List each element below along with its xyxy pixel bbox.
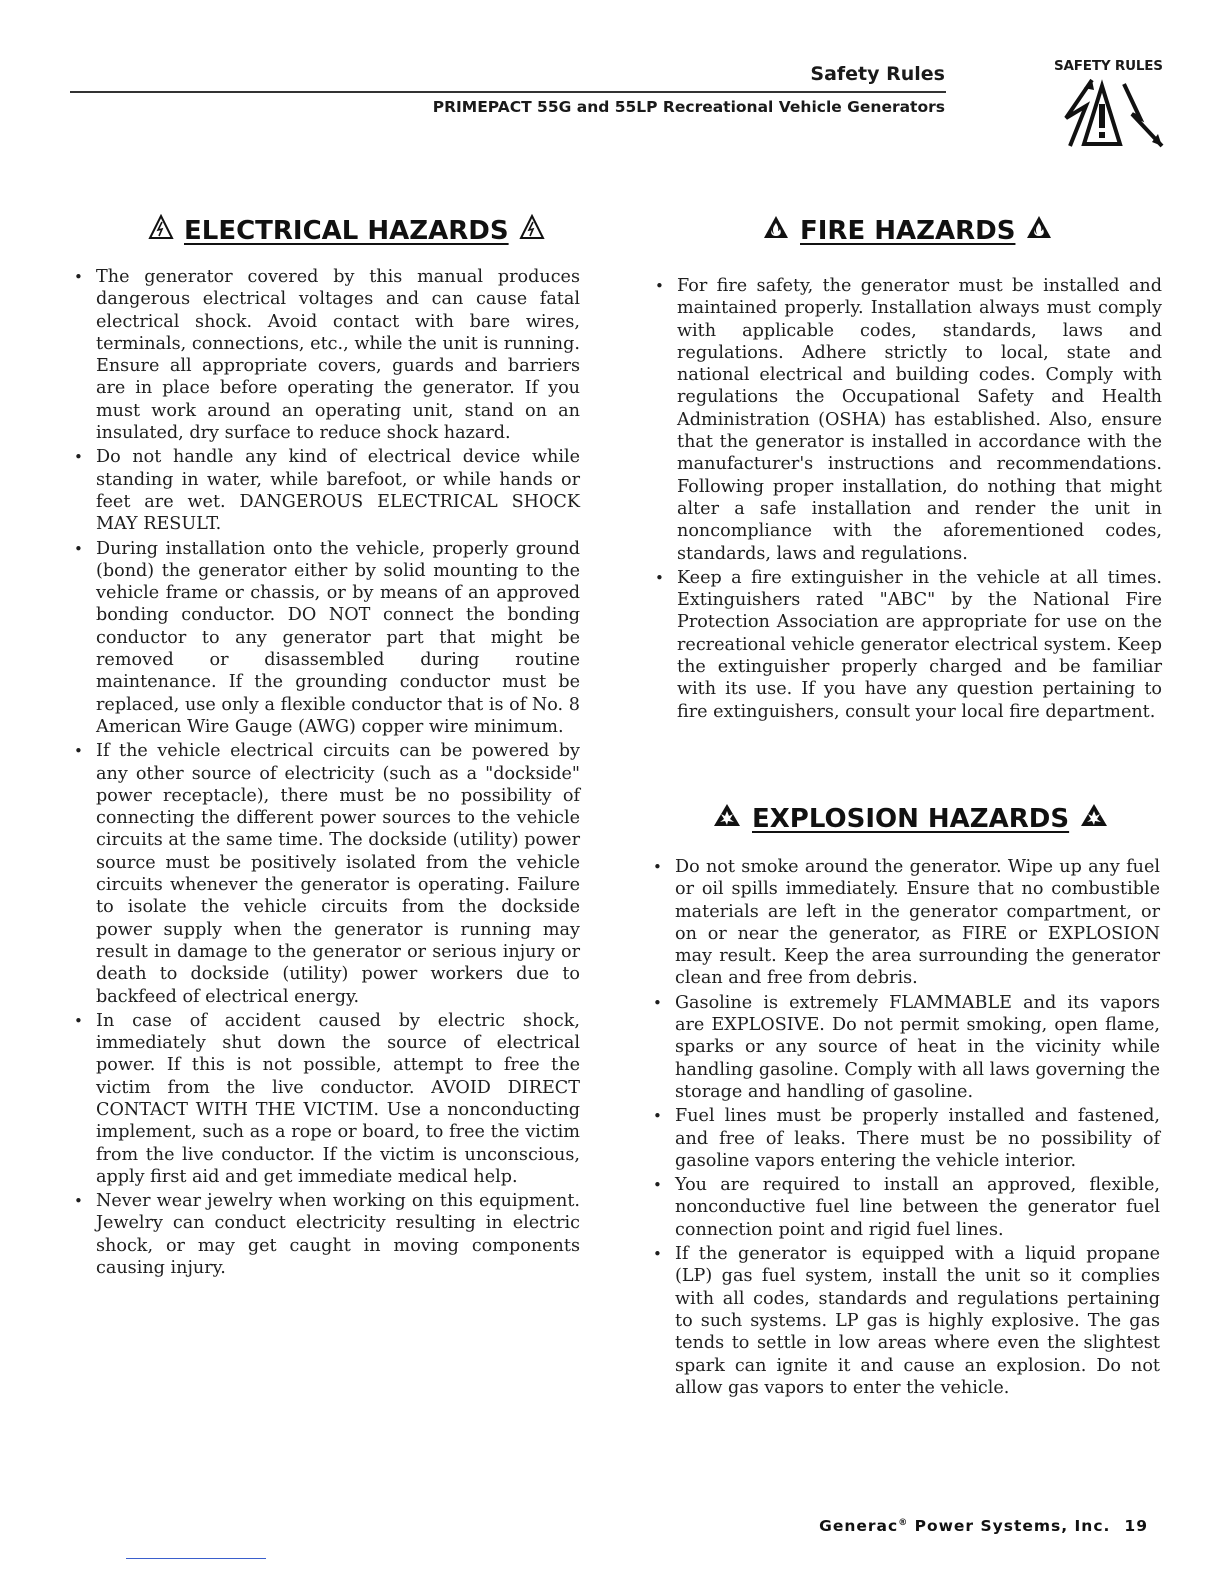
list-item: • For fire safety, the generator must be installed and maintained properly. Installation always must comply with applicable codes, standards, laws and regulations. Adhere strictly to local, state and national electrical and building codes. Comply with regulations the Occupational Safety and Health Administration (OSHA) has established. Also, ensure that the generator is installed in accordance with the manufacturer's instructions and recommendations. Following proper installation, do nothing that might alter a safe installation and render the unit in noncompliance with the aforementioned codes, standards, laws and regulations. bbox=[653, 275, 1162, 565]
explosion-warning-icon bbox=[712, 802, 742, 835]
electrical-hazards-list bbox=[72, 266, 580, 1281]
document-subtitle: PRIMEPACT 55G and 55LP Recreational Vehicle Generators bbox=[432, 98, 945, 116]
explosion-warning-icon bbox=[1079, 802, 1109, 835]
list-item: • In case of accident caused by electric shock, immediately shut down the source of electrical power. If this is not possible, attempt to free the victim from the live conductor. AVOID DIRECT CONTACT WITH THE VICTIM. Use a nonconducting implement, such as a rope or board, to free the victim from the live conductor. If the victim is unconscious, apply first aid and get immediate medical help. bbox=[72, 1010, 580, 1188]
footer-company-rest: Power Systems, Inc. bbox=[908, 1517, 1111, 1535]
list-item: • Fuel lines must be properly installed and fastened, and free of leaks. There must be no possibility of gasoline vapors entering the vehicle interior. bbox=[651, 1105, 1160, 1172]
footer-company: Generac bbox=[819, 1517, 899, 1535]
bottom-rule bbox=[126, 1558, 266, 1559]
list-item: • You are required to install an approved, flexible, nonconductive fuel line between the generator fuel connection point and rigid fuel lines. bbox=[651, 1174, 1160, 1241]
fire-hazards-title: FIRE HAZARDS bbox=[800, 215, 1016, 246]
electrical-hazards-heading bbox=[148, 214, 545, 247]
safety-rules-badge-label: SAFETY RULES bbox=[1054, 58, 1163, 74]
page-section-title: Safety Rules bbox=[810, 63, 945, 85]
explosion-hazards-list bbox=[651, 856, 1160, 1401]
list-item: • Gasoline is extremely FLAMMABLE and its vapors are EXPLOSIVE. Do not permit smoking, open flame, sparks or any source of heat in the vicinity while handling gasoline. Comply with all laws governing the storage and handling of gasoline. bbox=[651, 992, 1160, 1103]
list-item: • The generator covered by this manual produces dangerous electrical voltages and can cause fatal electrical shock. Avoid contact with bare wires, terminals, connections, etc., while the unit is running. Ensure all appropriate covers, guards and barriers are in place before operating the generator. If you must work around an operating unit, stand on an insulated, dry surface to reduce shock hazard. bbox=[72, 266, 580, 444]
electrical-warning-icon bbox=[148, 214, 174, 247]
warning-lightning-icon bbox=[1040, 76, 1164, 152]
list-item: • Do not smoke around the generator. Wipe up any fuel or oil spills immediately. Ensure that no combustible materials are left in the generator compartment, or on or near the generator, as FIRE or EXPLOSION may result. Keep the area surrounding the generator clean and free from debris. bbox=[651, 856, 1160, 990]
registered-mark: ® bbox=[898, 1517, 909, 1528]
fire-warning-icon bbox=[1025, 214, 1053, 247]
fire-warning-icon bbox=[762, 214, 790, 247]
list-item: • During installation onto the vehicle, properly ground (bond) the generator either by solid mounting to the vehicle frame or chassis, or by means of an approved bonding conductor. DO NOT connect the bonding conductor to any generator part that might be removed or disassembled during routine maintenance. If the grounding conductor must be replaced, use only a flexible conductor that is of No. 8 American Wire Gauge (AWG) copper wire minimum. bbox=[72, 538, 580, 739]
list-item: • If the generator is equipped with a liquid propane (LP) gas fuel system, install the unit so it complies with all codes, standards and regulations pertaining to such systems. LP gas is highly explosive. The gas tends to settle in low areas where even the slightest spark can ignite it and cause an explosion. Do not allow gas vapors to enter the vehicle. bbox=[651, 1243, 1160, 1399]
list-item: • Do not handle any kind of electrical device while standing in water, while barefoot, or while hands or feet are wet. DANGEROUS ELECTRICAL SHOCK MAY RESULT. bbox=[72, 446, 580, 535]
list-item: • If the vehicle electrical circuits can be powered by any other source of electricity (such as a "dockside" power receptacle), there must be no possibility of connecting the different power sources to the vehicle circuits at the same time. The dockside (utility) power source must be positively isolated from the vehicle circuits whenever the generator is operating. Failure to isolate the vehicle circuits from the dockside power supply when the generator is running may result in damage to the generator or serious injury or death to dockside (utility) power workers due to backfeed of electrical energy. bbox=[72, 740, 580, 1008]
explosion-hazards-heading bbox=[712, 802, 1109, 835]
page-number: 19 bbox=[1124, 1517, 1148, 1535]
list-item: • Keep a fire extinguisher in the vehicle at all times. Extinguishers rated "ABC" by the National Fire Protection Association are appropriate for use on the recreational vehicle generator electrical system. Keep the extinguisher properly charged and be familiar with its use. If you have any question pertaining to fire extinguishers, consult your local fire department. bbox=[653, 567, 1162, 723]
page-footer bbox=[819, 1517, 1148, 1535]
explosion-hazards-title: EXPLOSION HAZARDS bbox=[752, 803, 1070, 834]
list-item: • Never wear jewelry when working on this equipment. Jewelry can conduct electricity resulting in electric shock, or may get caught in moving components causing injury. bbox=[72, 1190, 580, 1279]
fire-hazards-list bbox=[653, 275, 1162, 725]
header-rule bbox=[70, 91, 946, 93]
electrical-warning-icon bbox=[519, 214, 545, 247]
electrical-hazards-title: ELECTRICAL HAZARDS bbox=[184, 215, 509, 246]
fire-hazards-heading bbox=[762, 214, 1053, 247]
